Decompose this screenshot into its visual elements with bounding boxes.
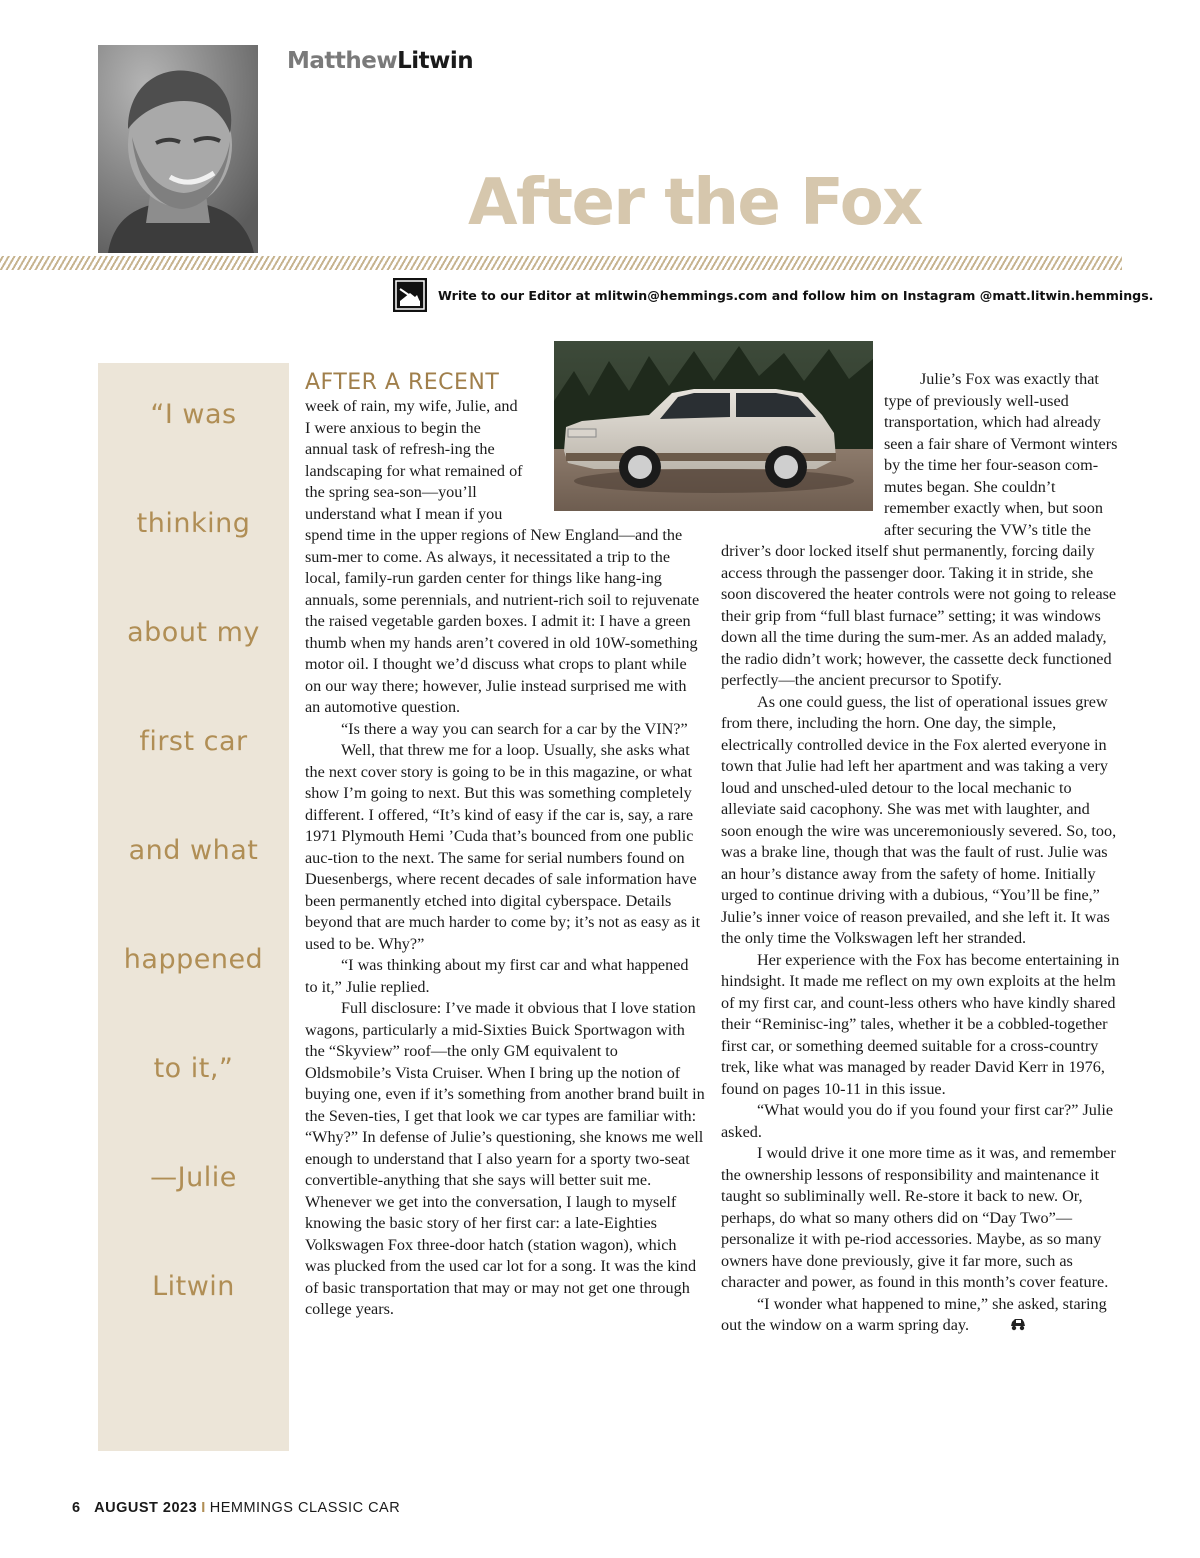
article-paragraph: “What would you do if you found your first car?” Julie asked. <box>721 1101 1114 1141</box>
issue-date: AUGUST 2023 <box>94 1500 198 1516</box>
contact-text: Write to our Editor at mlitwin@hemmings.com and follow him on Instagram @matt.litwin.hemmings. <box>438 287 1154 303</box>
pull-quote-line: first car <box>139 726 248 757</box>
article-paragraph: Julie’s Fox was exactly that type of previously well-used transportation, which had already seen a fair share of Vermont winters by the time her four-season com-mutes began. She couldn’t remember exactly when, but soon after securing the VW’s title the driver’s door locked itself shut permanently, forcing daily access through the passenger door. Taking it in stride, she soon discovered the heater controls were not going to release their grip from “full blast furnace” setting; it was windows down all the time during the sum-mer. As an added malady, the radio didn’t work; however, the cassette deck functioned perfectly—the ancient precursor to Spotify. <box>721 370 1118 689</box>
car-icon <box>973 1316 991 1330</box>
pull-quote-box <box>98 363 289 1451</box>
publication-name: HEMMINGS CLASSIC CAR <box>209 1500 401 1516</box>
author-last-name: Litwin <box>397 48 474 74</box>
footer-separator: I <box>201 1500 206 1516</box>
pull-quote-line: about my <box>127 617 260 648</box>
page-footer <box>72 1500 400 1516</box>
pull-quote-line: Litwin <box>152 1271 235 1302</box>
article-paragraph: As one could guess, the list of operational issues grew from there, including the horn. One day, the simple, electrically controlled device in the Fox alerted everyone in town that Julie had left her apartment and was taking a very loud and unsched-uled detour to the local mechanic to alleviate said cacophony. She was met with laughter, and soon enough the wire was unceremoniously severed. So, too, was a brake line, though that was the fault of rust. Julie was an hour’s distance away from the safety of home. Initially urged to continue driving with a dubious, “You’ll be fine,” Julie’s inner voice of reason prevailed, and she left it. It was the only time the Volkswagen left her stranded. <box>721 692 1117 947</box>
pull-quote-line: to it,” <box>153 1053 234 1084</box>
mail-arrow-icon <box>393 278 427 312</box>
article-paragraph-final <box>721 1294 1123 1337</box>
article-paragraph-text: “I wonder what happened to mine,” she asked, staring out the window on a warm spring day. <box>721 1294 1107 1334</box>
photo-wrap-space <box>527 370 705 513</box>
author-portrait-photo <box>98 45 258 253</box>
article-paragraph: week of rain, my wife, Julie, and I were anxious to begin the annual task of refresh-ing the landscaping for what remained of the spring sea-son—you’ll understand what I mean if you spend time in the upper regions of New England—and the sum-mer to come. As always, it necessitated a trip to the local, family-run garden center for things like hang-ing annuals, some perennials, and nutrient-rich soil to rejuvenate the raised vegetable garden boxes. I admit it: I have a green thumb when my hands aren’t covered in old 10W-something motor oil. I thought we’d discuss what crops to plant while on our way there; however, Julie instead surprised me with an automotive question. <box>305 397 700 716</box>
article-paragraph: “I was thinking about my first car and what happened to it,” Julie replied. <box>305 956 689 996</box>
article-paragraph: I would drive it one more time as it was, and remember the ownership lessons of responsibility and maintenance it taught so subliminally well. Re-store it back to new. Or, perhaps, do what so many others did on “Day Two”—personalize it with pe-riod accessories. Maybe, as so many owners have done previously, give it far more, such as character and power, as found in this month’s cover feature. <box>721 1144 1116 1291</box>
article-lead-in: AFTER A RECENT <box>305 370 500 395</box>
pull-quote-line: —Julie <box>150 1162 237 1193</box>
page-number: 6 <box>72 1500 81 1516</box>
article-paragraph: “Is there a way you can search for a car by the VIN?” <box>341 719 688 738</box>
pull-quote-line: and what <box>128 835 259 866</box>
article-paragraph: Her experience with the Fox has become entertaining in hindsight. It made me reflect on my own exploits at the helm of my first car, and count-less others who have kindly shared their “Reminisc-ing” tales, whether it be a cobbled-together first car, or something deemed suitable for a cross-country trek, like what was managed by reader David Kerr in 1976, found on pages 10-11 in this issue. <box>721 950 1120 1098</box>
pull-quote-line: “I was <box>150 399 237 430</box>
photo-wrap-space <box>721 369 884 531</box>
article-headline: After the Fox <box>468 166 922 240</box>
article-paragraph: Well, that threw me for a loop. Usually, she asks what the next cover story is going to be in this magazine, or what show I’m going to next. But this was something completely different. I offered, “It’s kind of easy if the car is, say, a rare 1971 Plymouth Hemi ’Cuda that’s bounced from one public auc-tion to the next. The same for serial numbers found on Duesenbergs, where recent decades of sale information have been permanently etched into digital cyberspace. Details beyond that are much harder to come by; it’s not as easy as it used to be. Why?” <box>305 741 701 953</box>
article-paragraph: Full disclosure: I’ve made it obvious that I love station wagons, particularly a mid-Sixties Buick Sportwagon with the “Skyview” roof—the only GM equivalent to Oldsmobile’s Vista Cruiser. When I bring up the notion of buying one, even if it’s something from another brand built in the Seven-ties, I get that look we car types are familiar with: “Why?” In defense of Julie’s questioning, she knows me well enough to understand that I also yearn for a sporty two-seat convertible-anything that she says will better suit me. Whenever we get into the conversation, I laugh to myself knowing the basic story of her first car: a late-Eighties Volkswagen Fox three-door hatch (station wagon), which was plucked from the used car lot for a song. It was the kind of basic transportation that may or may not get one through college years. <box>305 999 705 1318</box>
author-portrait <box>98 45 258 253</box>
hatched-divider <box>0 256 1122 270</box>
contact-line <box>393 277 1153 313</box>
article-column-left <box>305 370 705 1321</box>
article-column-right <box>721 369 1123 1337</box>
author-first-name: Matthew <box>287 48 398 74</box>
pull-quote-line: thinking <box>136 508 251 539</box>
author-byline <box>287 48 473 74</box>
pull-quote-line: happened <box>123 944 264 975</box>
